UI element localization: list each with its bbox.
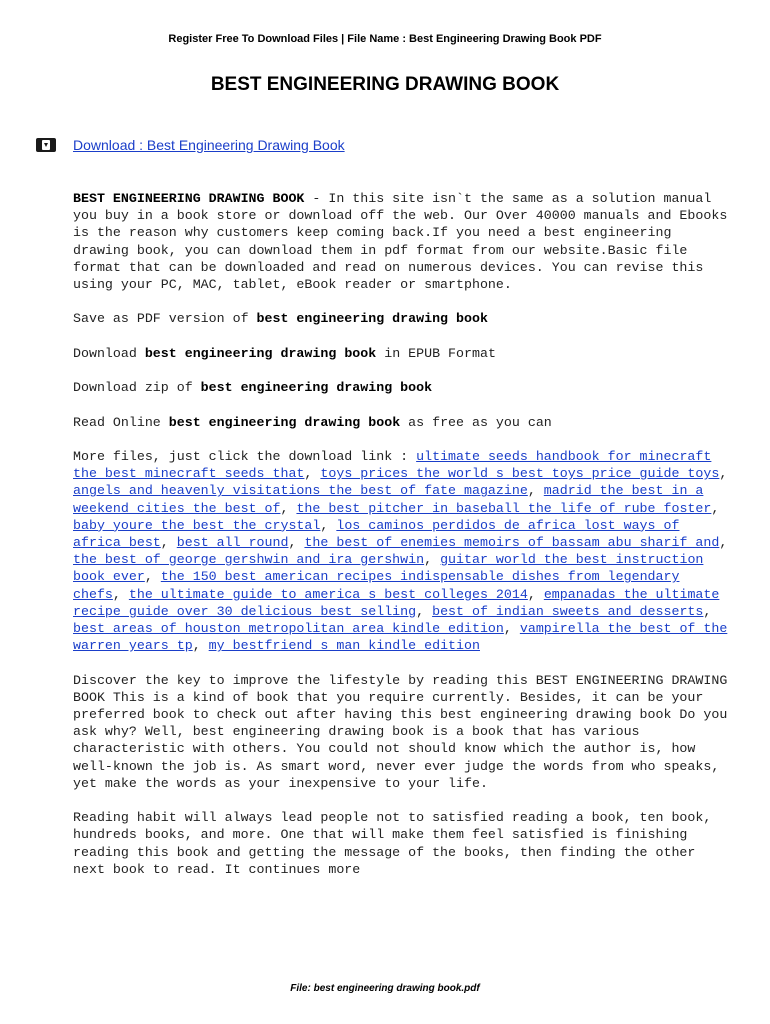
epub-post: in EPUB Format <box>376 345 496 361</box>
page-header: Register Free To Download Files | File Name : Best Engineering Drawing Book PDF <box>168 33 602 45</box>
intro-text: - In this site isn`t the same as a solution manual you buy in a book store or download off the web. Our Over 40000 manuals and Ebooks is the reason why customers keep coming back.If you need a best engineering drawing book, you can download them in pdf format from our website.Basic file format that can be downloaded and read on numerous devices. You can revise this using your PC, MAC, tablet, eBook reader or smartphone. <box>73 191 728 293</box>
more-files-link[interactable]: the best of george gershwin and ira gershwin <box>73 552 425 568</box>
save-pdf-pre: Save as PDF version of <box>73 311 257 327</box>
more-files-link[interactable]: best all round <box>176 534 289 550</box>
read-online-line <box>73 414 733 431</box>
read-online-pre: Read Online <box>73 414 169 430</box>
discover-paragraph: Discover the key to improve the lifestyle by reading this BEST ENGINEERING DRAWING BOOK This is a kind of book that you require currently. Besides, it can be your preferred book to check out after having this best engineering drawing book Do you ask why? Well, best engineering drawing book is a book that has various characteristic with others. You could not should know which the author is, how well-known the job is. As smart word, never ever judge the words from who speaks, yet make the words as your inexpensive to your life. <box>73 672 728 791</box>
more-files-link[interactable]: best of indian sweets and desserts <box>432 603 704 619</box>
read-online-post: as free as you can <box>400 414 552 430</box>
more-files-paragraph: More files, just click the download link : ultimate seeds handbook for minecraft the best minecraft seeds that, toys prices the world s best toys price guide toys, angels and heavenly visitations the best of fate magazine, madrid the best in a weekend cities the best of, the best pitcher in baseball the life of rube foster, baby youre the best the crystal, los caminos perdidos de africa lost ways of africa best, best all round, the best of enemies memoirs of bassam abu sharif and, the best of george gershwin and ira gershwin, guitar world the best instruction book ever, the 150 best american recipes indispensable dishes from legendary chefs, the ultimate guide to america s best colleges 2014, empanadas the ultimate recipe guide over 30 delicious best selling, best of indian sweets and desserts, best areas of houston metropolitan area kindle edition, vampirella the best of the warren years tp, my bestfriend s man kindle edition <box>73 448 728 654</box>
more-files-intro: More files, just click the download link : <box>73 448 417 464</box>
more-files-link[interactable]: my bestfriend s man kindle edition <box>208 638 480 654</box>
more-files-link[interactable]: baby youre the best the crystal <box>73 517 321 533</box>
more-files-link[interactable]: best areas of houston metropolitan area kindle edition <box>73 621 504 636</box>
reading-paragraph: Reading habit will always lead people not to satisfied reading a book, ten book, hundreds books, and more. One that will make them feel satisfied is finishing reading this book and getting the message of the books, then finding the other next book to read. It continues more <box>73 810 712 877</box>
epub-bold: best engineering drawing book <box>144 345 377 361</box>
more-files-link[interactable]: los caminos perdidos de africa lost ways of africa best <box>73 517 680 550</box>
more-files-link[interactable]: vampirella the best of the warren years tp <box>73 621 728 654</box>
more-files-link[interactable]: angels and heavenly visitations the best of fate magazine <box>73 483 528 499</box>
more-files-link[interactable]: the best of enemies memoirs of bassam abu sharif and <box>304 534 720 550</box>
save-pdf-line <box>73 310 733 327</box>
more-files-link[interactable]: the best pitcher in baseball the life of rube foster <box>296 500 712 516</box>
save-pdf-bold: best engineering drawing book <box>256 311 488 327</box>
download-icon[interactable] <box>36 138 56 152</box>
intro-paragraph <box>73 190 733 293</box>
more-files-link[interactable]: toys prices the world s best toys price guide toys <box>320 466 720 482</box>
more-files-link[interactable]: guitar world the best instruction book ever <box>73 552 704 585</box>
zip-pre: Download zip of <box>73 380 201 396</box>
document-body <box>73 190 733 895</box>
zip-bold: best engineering drawing book <box>200 380 433 396</box>
more-files-link[interactable]: empanadas the ultimate recipe guide over 30 delicious best selling <box>73 586 720 619</box>
more-files-link[interactable]: ultimate seeds handbook for minecraft the best minecraft seeds that <box>73 448 712 482</box>
epub-pre: Download <box>73 345 145 361</box>
more-files-link[interactable]: the 150 best american recipes indispensable dishes from legendary chefs <box>73 569 680 602</box>
more-files-link[interactable]: the ultimate guide to america s best colleges 2014 <box>128 586 528 602</box>
download-row <box>36 137 345 153</box>
more-files-link[interactable]: madrid the best in a weekend cities the best of <box>73 483 704 516</box>
zip-line <box>73 379 733 396</box>
intro-bold: BEST ENGINEERING DRAWING BOOK <box>73 191 305 206</box>
download-link[interactable]: Download : Best Engineering Drawing Book <box>73 137 345 153</box>
epub-line <box>73 345 733 362</box>
read-online-bold: best engineering drawing book <box>168 414 401 430</box>
page-footer: File: best engineering drawing book.pdf <box>290 983 480 994</box>
page-title: BEST ENGINEERING DRAWING BOOK <box>210 74 560 95</box>
